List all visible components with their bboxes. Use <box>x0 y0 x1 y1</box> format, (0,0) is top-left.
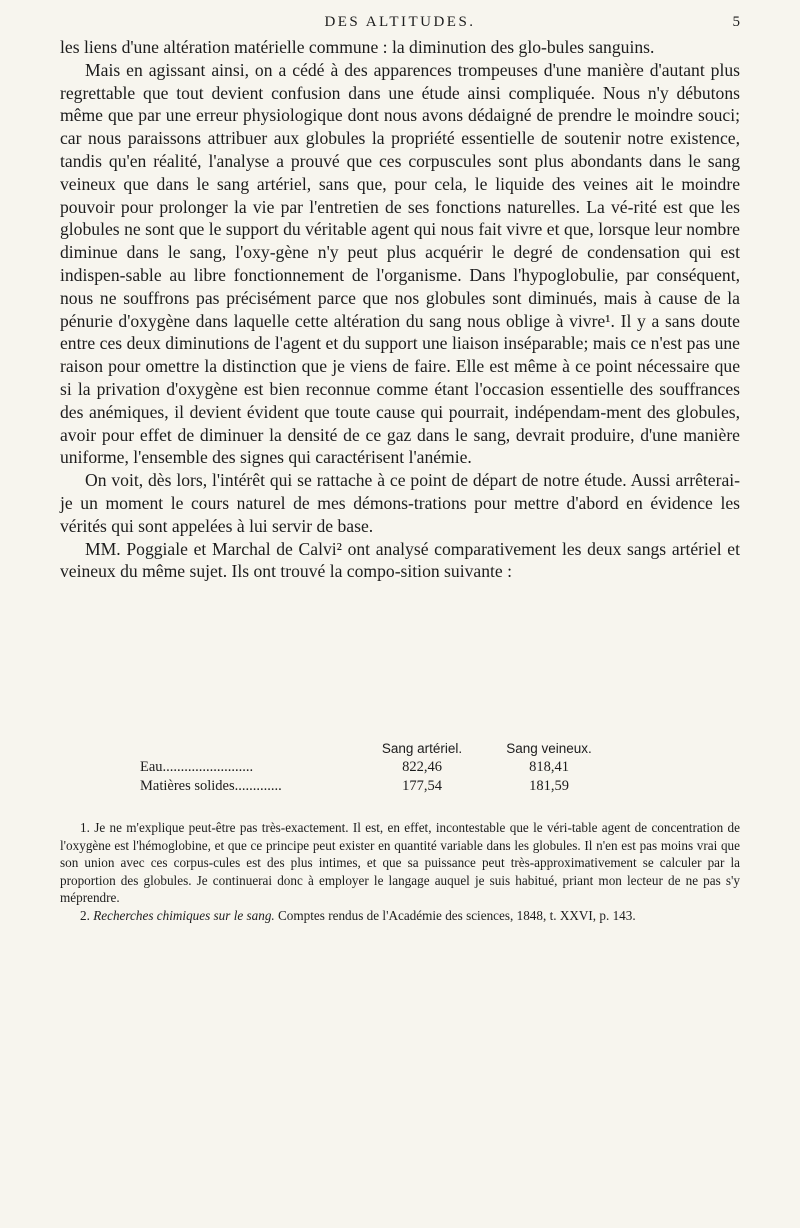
footnotes <box>60 819 740 924</box>
row-label: Eau......................... <box>140 759 254 775</box>
header-arterial: Sang artériel. <box>381 741 463 756</box>
table-row <box>60 758 740 777</box>
running-title: DES ALTITUDES. <box>324 14 476 30</box>
page-number: 5 <box>732 14 740 30</box>
body-text <box>60 36 740 583</box>
paragraph: Mais en agissant ainsi, on a cédé à des apparences trompeuses d'une manière d'autant plus regrettable que tout devient confusion dans une étude ainsi compliquée. Nous n'y débutons même que par une erreur physiologique dont nous avons dédaigné de prendre le moindre souci; car nous paraissons attribuer aux globules la propriété essentielle de soutenir notre existence, tandis qu'en réalité, l'analyse a prouvé que ces corpuscules sont plus abondants dans le sang veineux que dans le sang artériel, sans que, pour cela, le liquide des veines ait le moindre pouvoir pour prolonger la vie par l'entretien de ses fonctions naturelles. La vé-rité est que les globules ne sont que le support du véritable agent qui nous fait vivre et que, lorsque leur nombre diminue dans le sang, l'oxy-gène n'y peut plus acquérir le degré de condensation qui est indispen-sable au libre fonctionnement de l'organisme. Dans l'hypoglobulie, par conséquent, nous ne souffrons pas précisément parce que nos globules sont diminués, mais à cause de la pénurie d'oxygène dans laquelle cette altération du sang nous oblige à vivre¹. Il y a sans doute entre ces deux diminutions de l'agent et du support une liaison inséparable; mais ce n'est pas une raison pour omettre la distinction que je viens de faire. Elle est même à ce point nécessaire que si la privation d'oxygène est bien reconnue comme étant l'occasion essentielle des souffrances des anémiques, il devient évident que toute cause qui pourrait, indépendam-ment des globules, avoir pour effet de diminuer la densité de ce gaz dans le sang, devrait produire, d'une manière uniforme, l'ensemble des signes qui caractérisent l'anémie. <box>60 59 740 468</box>
row-label: Matières solides............. <box>140 778 282 794</box>
paragraph: On voit, dès lors, l'intérêt qui se rattache à ce point de départ de notre étude. Aussi arrêterai-je un moment le cours naturel de mes démons-trations pour mettre d'abord en évidence les vérités qui sont appelées à lui servir de base. <box>60 470 740 536</box>
page-header <box>60 14 740 36</box>
footnote-2-rest: Comptes rendus de l'Académie des sciences, 1848, t. XXVI, p. 143. <box>274 907 636 923</box>
venous-value: 818,41 <box>529 759 569 775</box>
arterial-value: 177,54 <box>402 778 442 794</box>
footnote-1: 1. Je ne m'explique peut-être pas très-exactement. Il est, en effet, incontestable que le véri-table agent de concentration de l'oxygène est l'hémoglobine, et que ce principe peut exister en quantité variable dans les globules. Il n'en est pas moins vrai que son union avec ces corpus-cules est des plus intimes, et que sa puissance peut très-approximativement se calculer par la proportion des globules. Je continuerai donc à employer le langage auquel je suis habitué, priant mon lecteur de ne pas s'y méprendre. <box>60 820 740 905</box>
table-header-row <box>60 739 740 758</box>
footnote-2-title: Recherches chimiques sur le sang. <box>93 907 275 923</box>
venous-value: 181,59 <box>529 778 569 794</box>
footnote-2 <box>60 907 740 925</box>
header-venous: Sang veineux. <box>506 741 592 756</box>
blood-composition-table <box>60 739 740 796</box>
paragraph-continued: les liens d'une altération matérielle commune : la diminution des glo-bules sanguins. <box>60 37 655 57</box>
footnote-2-prefix: 2. <box>80 907 94 923</box>
table-row <box>60 777 740 796</box>
arterial-value: 822,46 <box>402 759 442 775</box>
paragraph: MM. Poggiale et Marchal de Calvi² ont analysé comparativement les deux sangs artériel et veineux du même sujet. Ils ont trouvé la compo-sition suivante : <box>60 538 740 582</box>
